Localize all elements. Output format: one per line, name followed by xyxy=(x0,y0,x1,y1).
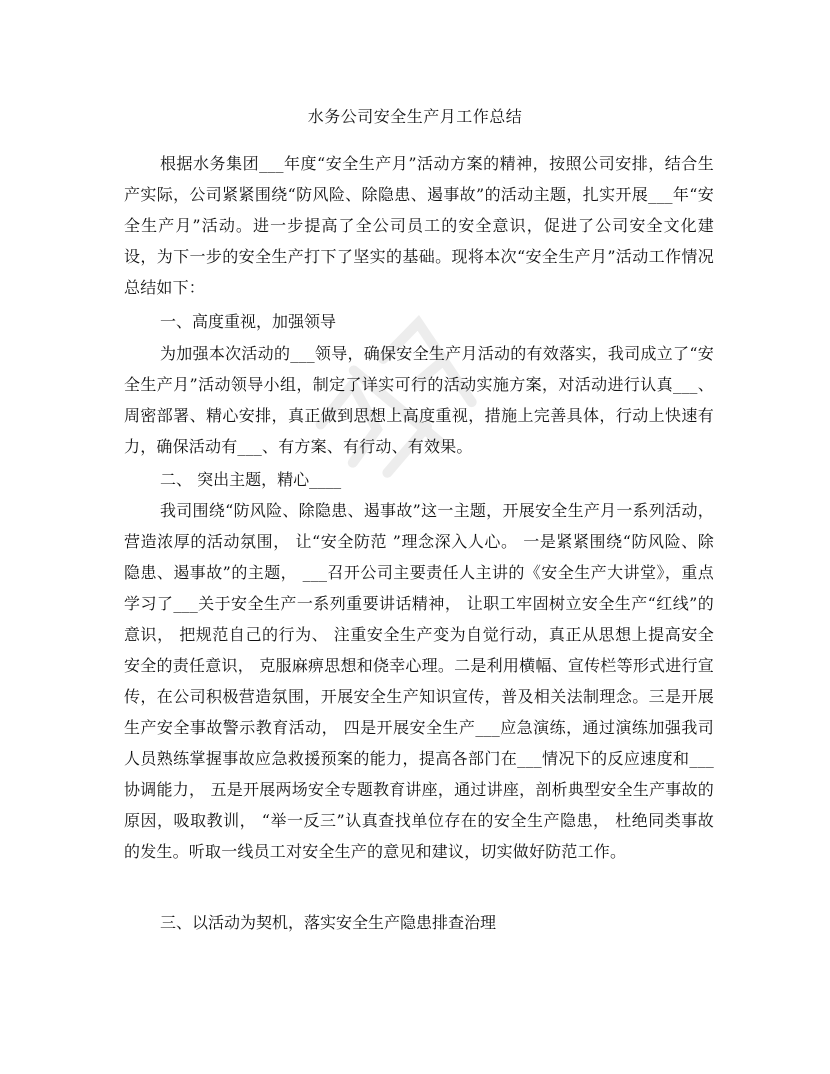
section-heading-3: 三、以活动为契机，落实安全生产隐患排查治理 xyxy=(160,913,497,932)
page-title: 水务公司安全生产月工作总结 xyxy=(307,107,523,126)
intro-paragraph: 根据水务集团___年度“安全生产月”活动方案的精神，按照公司安排，结合生产实际，公司紧紧围绕“防风险、除隐患、遏事故”的活动主题，扎实开展___年“安全生产月”活动。进一步提高了全公司员工的安全意识，促进了公司安全文化建设，为下一步的安全生产打下了坚实的基础。现将本次“安全生产月”活动工作情况总结如下： xyxy=(124,154,714,297)
section-heading-2: 二、 突出主题，精心____ xyxy=(160,470,342,489)
section-heading-1: 一、高度重视，加强领导 xyxy=(160,312,337,331)
section-2-paragraph: 我司围绕“防风险、除隐患、遏事故”这一主题，开展安全生产月一系列活动， 营造浓厚的活动氛围， 让“安全防范 ”理念深入人心。 一是紧紧围绕“防风险、除隐患、遏事故”的主题， ___召开公司主要责任人主讲的《安全生产大讲堂》，重点学习了___关于安全生产一系列重要讲话精神， 让职工牢固树立安全生产“红线”的意识， 把规范自己的行为、 注重安全生产变为自觉行动，真正从思想上提高安全安全的责任意识， 克服麻痹思想和侥幸心理。二是利用横幅、宣传栏等形式进行宣传，在公司积极营造氛围，开展安全生产知识宣传，普及相关法制理念。三是开展生产安全事故警示教育活动， 四是开展安全生产___应急演练，通过演练加强我司人员熟练掌握事故应急救援预案的能力，提高各部门在___情况下的反应速度和___协调能力， 五是开展两场安全专题教育讲座，通过讲座，剖析典型安全生产事故的原因，吸取教训， “举一反三”认真查找单位存在的安全生产隐患， 杜绝同类事故的发生。听取一线员工对安全生产的意见和建议，切实做好防范工作。 xyxy=(124,501,714,861)
section-1-paragraph: 为加强本次活动的___领导，确保安全生产月活动的有效落实，我司成立了“安全生产月”活动领导小组，制定了详实可行的活动实施方案，对活动进行认真___、周密部署、精心安排，真正做到思想上高度重视，措施上完善具体，行动上快速有力，确保活动有___、有方案、有行动、有效果。 xyxy=(124,344,714,456)
